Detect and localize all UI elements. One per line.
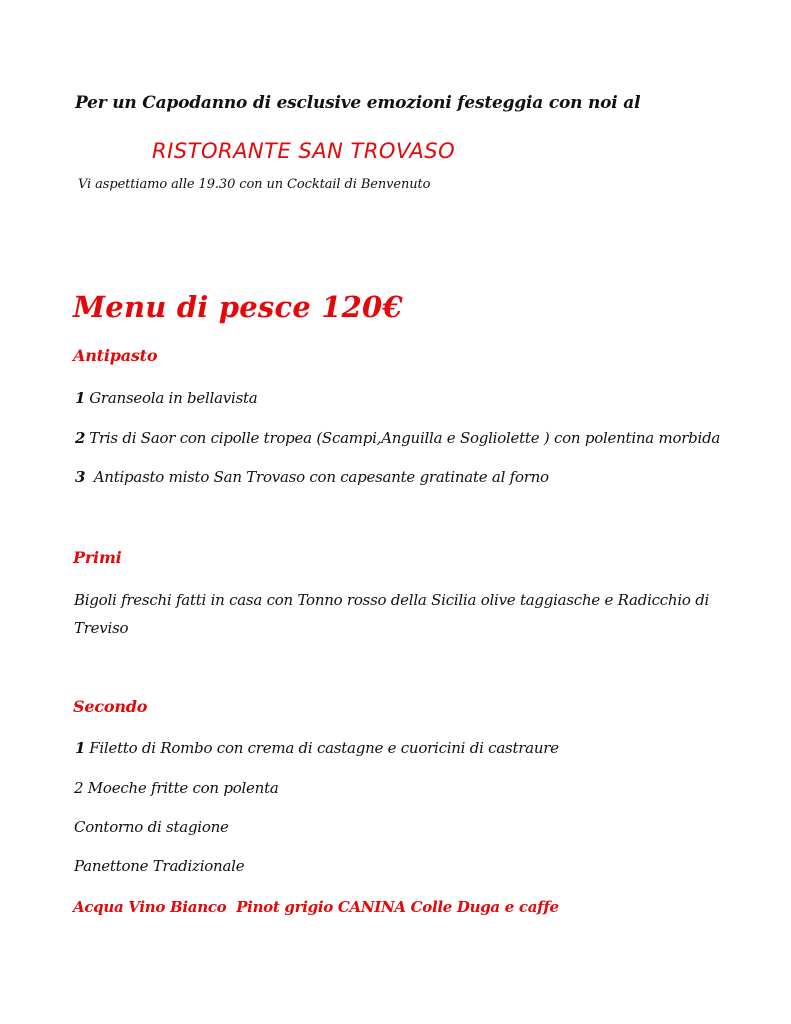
section-title-antipasto: Antipasto (73, 346, 158, 365)
menu-title: Menu di pesce 120€ (73, 290, 403, 324)
welcome-text: Vi aspettiamo alle 19.30 con un Cocktail di Benvenuto (78, 177, 431, 192)
antipasto-item-1 (75, 389, 258, 407)
item-text: Antipasto misto San Trovaso con capesante gratinate al forno (89, 468, 549, 486)
section-title-primi: Primi (73, 548, 122, 567)
intro-text: Per un Capodanno di esclusive emozioni festeggia con noi al (75, 93, 641, 113)
item-text: Tris di Saor con cipolle tropea (Scampi,Anguilla e Sogliolette ) con polentina morbida (89, 429, 721, 447)
item-number: 1 (75, 739, 86, 757)
secondo-item-1 (75, 739, 559, 757)
item-number: 1 (75, 389, 86, 407)
primi-item: Bigoli freschi fatti in casa con Tonno rosso della Sicilia olive taggiasche e Radicchio di Treviso (74, 591, 710, 637)
item-number: 2 (75, 429, 86, 447)
item-text: Granseola in bellavista (89, 389, 258, 407)
item-number: 3 (75, 468, 86, 486)
dessert-item: Panettone Tradizionale (74, 857, 245, 875)
antipasto-item-3 (75, 468, 549, 486)
antipasto-item-2 (75, 429, 720, 447)
item-text: Filetto di Rombo con crema di castagne e cuoricini di castraure (89, 739, 559, 757)
secondo-item-2: 2 Moeche fritte con polenta (74, 779, 279, 797)
drinks-line: Acqua Vino Bianco Pinot grigio CANINA Colle Duga e caffe (73, 898, 559, 916)
section-title-secondo: Secondo (73, 697, 148, 716)
contorno-item: Contorno di stagione (74, 818, 229, 836)
restaurant-name: RISTORANTE SAN TROVASO (152, 139, 456, 163)
